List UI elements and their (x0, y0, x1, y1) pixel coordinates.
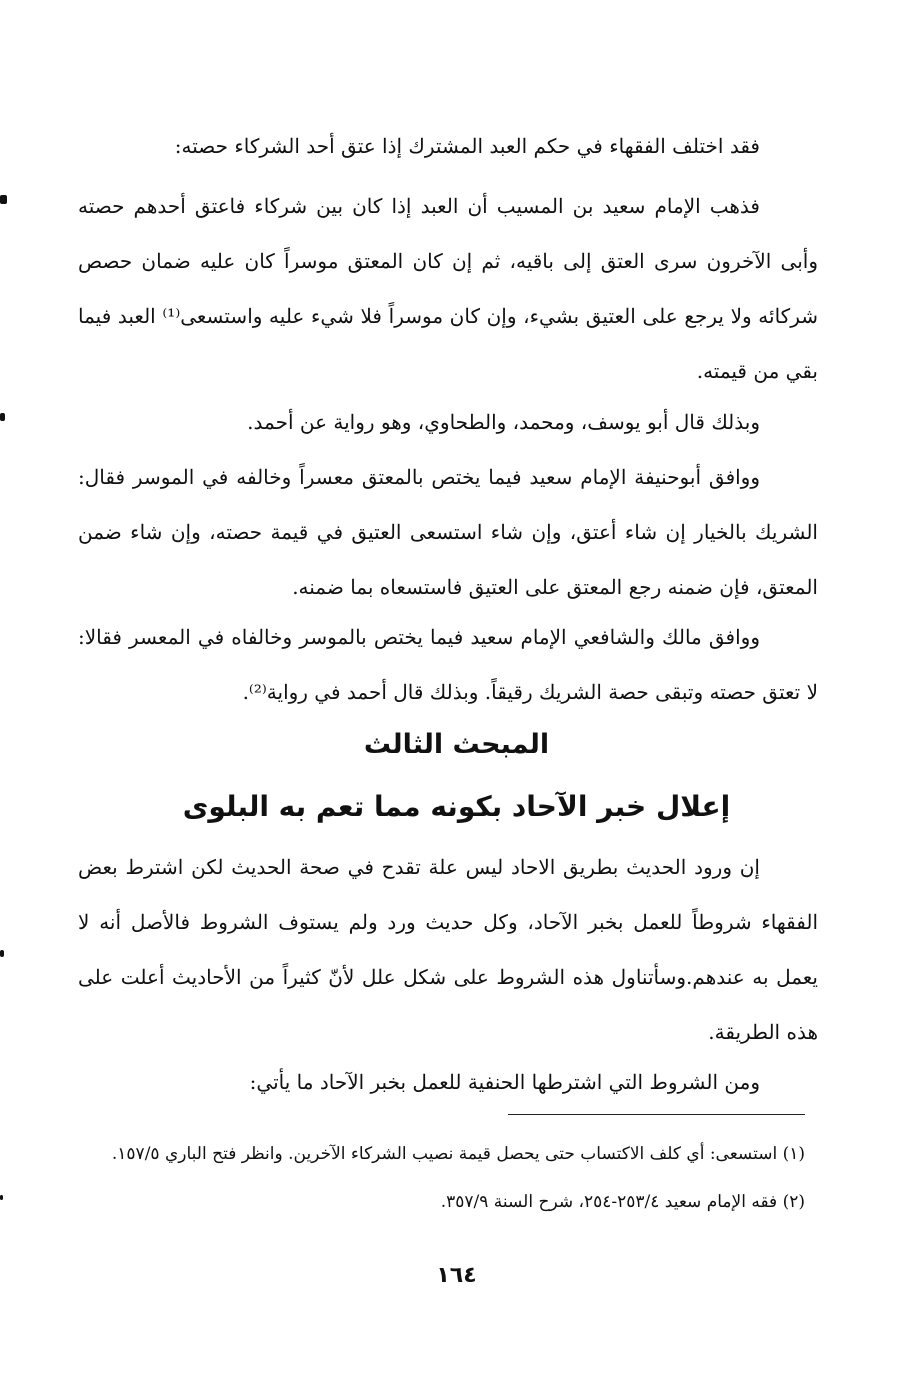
paragraph-ahad-conditions: إن ورود الحديث بطريق الاحاد ليس علة تقدح في صحة الحديث لكن اشترط بعض الفقهاء شروطاً للعمل بخبر الآحاد، وكل حديث ورد ولم يستوف الشروط فالأصل أنه لا يعمل به عندهم.وسأتناول هذه الشروط على شكل علل لأنّ كثيراً من الأحاديث أعلت على هذه الطريقة. (78, 855, 818, 1044)
paragraph-abu-yusuf: وبذلك قال أبو يوسف، ومحمد، والطحاوي، وهو رواية عن أحمد. (247, 410, 760, 434)
scan-edge-mark (0, 1195, 3, 1200)
paragraph-intro: فقد اختلف الفقهاء في حكم العبد المشترك إذا عتق أحد الشركاء حصته: (174, 134, 760, 158)
footnotes (93, 1130, 805, 1226)
section-heading: المبحث الثالث (363, 729, 550, 760)
footnote-2: (٢) فقه الإمام سعيد ٢٥٣/٤-٢٥٤، شرح السنة ٣٥٧/٩. (440, 1192, 805, 1212)
scan-edge-mark (0, 950, 4, 957)
section-title: إعلال خبر الآحاد بكونه مما تعم به البلوى (182, 790, 731, 823)
paragraph-said-opinion: فذهب الإمام سعيد بن المسيب أن العبد إذا كان بين شركاء فاعتق أحدهم حصته وأبى الآخرون سرى العتق إلى باقيه، ثم إن كان المعتق موسراً كان عليه ضمان حصص شركائه ولا يرجع على العتيق بشيء، وإن كان موسراً فلا شيء عليه واستسعى⁽¹⁾ العبد فيما بقي من قيمته. (78, 194, 819, 383)
paragraph-abu-hanifa: ووافق أبوحنيفة الإمام سعيد فيما يختص بالمعتق معسراً وخالفه في الموسر فقال: الشريك بالخيار إن شاء أعتق، وإن شاء استسعى العتيق في قيمة حصته، وإن شاء ضمن المعتق، فإن ضمنه رجع المعتق على العتيق فاستسعاه بما ضمنه. (78, 465, 818, 599)
paragraph-hanafi-conditions: ومن الشروط التي اشترطها الحنفية للعمل بخبر الآحاد ما يأتي: (249, 1070, 760, 1094)
scan-edge-mark (0, 413, 5, 421)
footnote-divider (508, 1114, 805, 1115)
paragraph-malik-shafii: ووافق مالك والشافعي الإمام سعيد فيما يختص بالموسر وخالفاه في المعسر فقالا: لا تعتق حصته وتبقى حصة الشريك رقيقاً. وبذلك قال أحمد في رواية⁽²⁾. (78, 625, 818, 704)
scan-edge-mark (0, 195, 7, 204)
page-number: ١٦٤ (436, 1263, 477, 1288)
footnote-1: (١) استسعى: أي كلف الاكتساب حتى يحصل قيمة نصيب الشركاء الآخرين. وانظر فتح الباري ١٥٧/٥. (111, 1144, 805, 1164)
